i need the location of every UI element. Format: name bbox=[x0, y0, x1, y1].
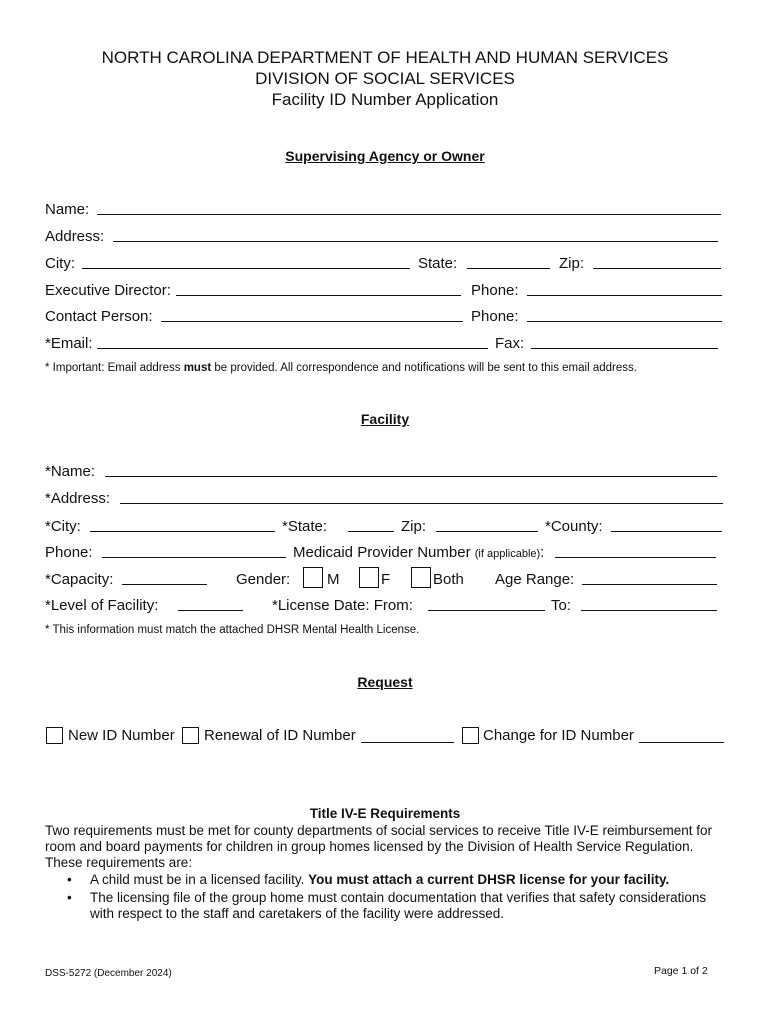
bullet2-line2: with respect to the staff and caretakers of the facility were addressed. bbox=[90, 906, 504, 921]
facility-county-field[interactable] bbox=[611, 531, 722, 532]
owner-state-label: State: bbox=[418, 255, 458, 272]
contact-phone-label: Phone: bbox=[471, 308, 519, 325]
gender-f-label: F bbox=[381, 571, 391, 588]
facility-phone-field[interactable] bbox=[102, 557, 286, 558]
owner-email-field[interactable] bbox=[97, 348, 488, 349]
facility-section-title: Facility bbox=[360, 411, 410, 427]
medicaid-field[interactable] bbox=[555, 557, 716, 558]
exec-director-field[interactable] bbox=[176, 295, 461, 296]
title4e-para-line3: These requirements are: bbox=[45, 855, 193, 870]
renewal-checkbox[interactable] bbox=[182, 727, 199, 744]
title4e-heading: Title IV-E Requirements bbox=[309, 806, 461, 821]
facility-county-label: *County: bbox=[545, 518, 603, 535]
capacity-field[interactable] bbox=[122, 584, 207, 585]
owner-address-label: Address: bbox=[45, 228, 105, 245]
owner-fax-field[interactable] bbox=[531, 348, 718, 349]
new-id-label: New ID Number bbox=[68, 727, 175, 744]
license-to-field[interactable] bbox=[581, 610, 717, 611]
form-title: Facility ID Number Application bbox=[271, 90, 499, 109]
exec-phone-field[interactable] bbox=[527, 295, 722, 296]
facility-state-field[interactable] bbox=[348, 531, 394, 532]
age-range-field[interactable] bbox=[582, 584, 717, 585]
facility-city-label: *City: bbox=[45, 518, 81, 535]
medicaid-label: Medicaid Provider Number (if applicable): bbox=[293, 544, 545, 561]
exec-director-label: Executive Director: bbox=[45, 282, 171, 299]
owner-city-label: City: bbox=[45, 255, 75, 272]
agency-title: NORTH CAROLINA DEPARTMENT OF HEALTH AND HUMAN SERVICES bbox=[101, 48, 669, 67]
gender-both-checkbox[interactable] bbox=[411, 567, 431, 588]
change-label: Change for ID Number bbox=[483, 727, 634, 744]
form-number: DSS-5272 (December 2024) bbox=[45, 968, 172, 979]
gender-f-checkbox[interactable] bbox=[359, 567, 379, 588]
page-number: Page 1 of 2 bbox=[654, 965, 708, 977]
bullet-icon: • bbox=[67, 890, 72, 905]
supervising-section-title: Supervising Agency or Owner bbox=[285, 148, 485, 164]
owner-zip-label: Zip: bbox=[559, 255, 585, 272]
bullet2-line1: The licensing file of the group home must contain documentation that verifies that safety considerations bbox=[90, 890, 707, 905]
age-range-label: Age Range: bbox=[495, 571, 575, 588]
bullet-icon: • bbox=[67, 872, 72, 887]
owner-email-label: *Email: bbox=[45, 335, 93, 352]
facility-name-label: *Name: bbox=[45, 463, 96, 480]
new-id-checkbox[interactable] bbox=[46, 727, 63, 744]
owner-fax-label: Fax: bbox=[495, 335, 525, 352]
facility-name-field[interactable] bbox=[105, 476, 717, 477]
renewal-label: Renewal of ID Number bbox=[204, 727, 356, 744]
change-id-field[interactable] bbox=[639, 742, 724, 743]
capacity-label: *Capacity: bbox=[45, 571, 114, 588]
owner-city-field[interactable] bbox=[82, 268, 410, 269]
contact-person-field[interactable] bbox=[161, 321, 463, 322]
license-to-label: To: bbox=[551, 597, 572, 614]
owner-zip-field[interactable] bbox=[593, 268, 721, 269]
change-checkbox[interactable] bbox=[462, 727, 479, 744]
owner-name-field[interactable] bbox=[97, 214, 721, 215]
email-note: * Important: Email address must be provided. All correspondence and notifications will be sent to this email address. bbox=[45, 362, 637, 374]
gender-both-label: Both bbox=[433, 571, 464, 588]
facility-address-label: *Address: bbox=[45, 490, 111, 507]
facility-address-field[interactable] bbox=[120, 503, 723, 504]
facility-city-field[interactable] bbox=[90, 531, 275, 532]
gender-m-checkbox[interactable] bbox=[303, 567, 323, 588]
title4e-para-line2: room and board payments for children in group homes licensed by the Division of Health Service Regulation. bbox=[45, 839, 694, 854]
contact-person-label: Contact Person: bbox=[45, 308, 153, 325]
level-label: *Level of Facility: bbox=[45, 597, 159, 614]
gender-label: Gender: bbox=[236, 571, 291, 588]
title4e-para-line1: Two requirements must be met for county departments of social services to receive Title IV-E reimbursement for bbox=[45, 823, 713, 838]
gender-m-label: M bbox=[327, 571, 340, 588]
exec-phone-label: Phone: bbox=[471, 282, 519, 299]
facility-phone-label: Phone: bbox=[45, 544, 93, 561]
facility-zip-field[interactable] bbox=[436, 531, 538, 532]
contact-phone-field[interactable] bbox=[527, 321, 722, 322]
owner-state-field[interactable] bbox=[467, 268, 550, 269]
request-section-title: Request bbox=[357, 674, 413, 690]
renewal-id-field[interactable] bbox=[361, 742, 454, 743]
facility-zip-label: Zip: bbox=[401, 518, 427, 535]
license-from-field[interactable] bbox=[428, 610, 545, 611]
bullet1-text: A child must be in a licensed facility. You must attach a current DHSR license for your facility. bbox=[90, 872, 670, 887]
license-from-label: *License Date: From: bbox=[272, 597, 413, 614]
facility-state-label: *State: bbox=[282, 518, 328, 535]
division-title: DIVISION OF SOCIAL SERVICES bbox=[255, 69, 515, 88]
license-note: * This information must match the attached DHSR Mental Health License. bbox=[45, 624, 420, 636]
owner-address-field[interactable] bbox=[113, 241, 718, 242]
owner-name-label: Name: bbox=[45, 201, 90, 218]
level-field[interactable] bbox=[178, 610, 243, 611]
